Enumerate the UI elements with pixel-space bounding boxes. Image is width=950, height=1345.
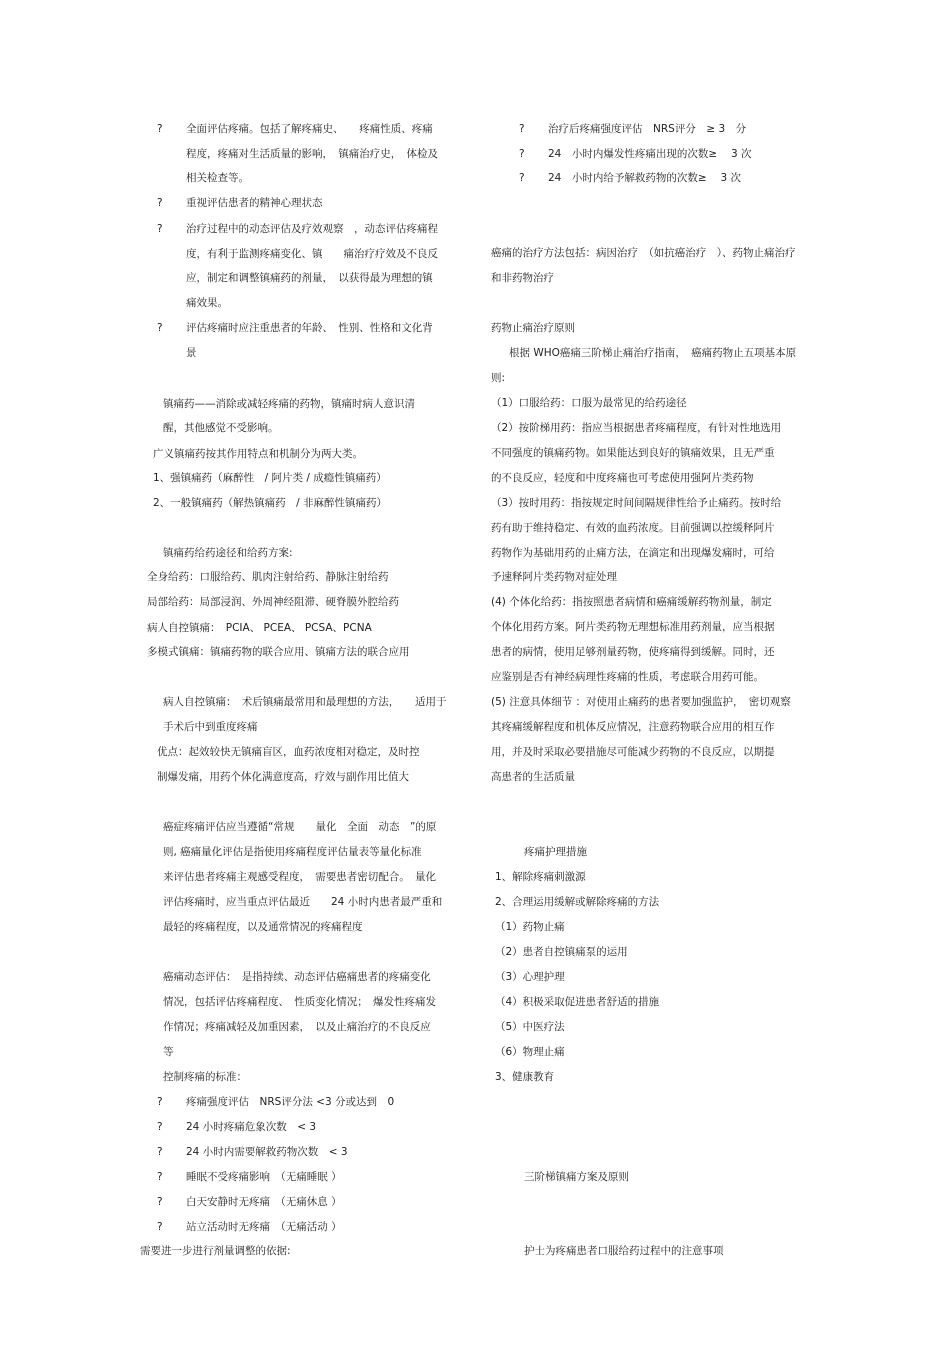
control-item-2: 24 小时疼痛危象次数 < 3 <box>186 1121 317 1133</box>
assess-1-line-3: 相关检查等。 <box>186 172 249 184</box>
oral-notes-title: 护士为疼痛患者口服给药过程中的注意事项 <box>524 1245 724 1257</box>
dose-adjust-heading: 需要进一步进行剂量调整的依据: <box>140 1245 291 1257</box>
principle-line-16: 其疼痛缓解程度和机体反应情况，注意药物联合应用的相互作 <box>491 721 775 733</box>
control-title: 控制疼痛的标准： <box>163 1071 247 1083</box>
nursing-item-3: （1）药物止痛 <box>495 921 565 933</box>
pca-line-2: 手术后中到重度疼痛 <box>163 721 258 733</box>
nursing-item-2: 2、合理运用缓解或解除疼痛的方法 <box>495 896 660 908</box>
bullet-marker: ? <box>519 172 525 184</box>
control-item-5: 白天安静时无疼痛 （无痛休息 ） <box>186 1196 342 1208</box>
analgesic-def-line-2: 醒，其他感觉不受影响。 <box>163 422 279 434</box>
bullet-marker: ? <box>157 197 163 209</box>
cancer-assess-line-2: 则, 癌痛量化评估是指使用疼痛程度评估量表等量化标准 <box>163 846 422 858</box>
reassess-item-3: 24 小时内给予解救药物的次数≥ 3 次 <box>548 172 742 184</box>
three-step-title: 三阶梯镇痛方案及原则 <box>524 1171 629 1183</box>
assess-3-line-4: 痛效果。 <box>186 297 228 309</box>
nursing-item-1: 1、解除疼痛刺激源 <box>495 871 586 883</box>
route-multimodal: 多模式镇痛：镇痛药物的联合应用、镇痛方法的联合应用 <box>147 646 410 658</box>
reassess-item-1: 治疗后疼痛强度评估 NRS评分 ≥ 3 分 <box>548 123 747 135</box>
principle-line-4: （2）按阶梯用药：指应当根据患者疼痛程度，有针对性地选用 <box>491 422 782 434</box>
reassess-item-2: 24 小时内爆发性疼痛出现的次数≥ 3 次 <box>548 148 752 160</box>
pca-line-4: 制爆发痛，用药个体化满意度高，疗效与副作用比值大 <box>157 771 409 783</box>
analgesic-def-line-1: 镇痛药——消除或减轻疼痛的药物，镇痛时病人意识清 <box>163 398 415 410</box>
bullet-marker: ? <box>519 148 525 160</box>
bullet-marker: ? <box>157 123 163 135</box>
principle-line-3: （1）口服给药：口服为最常见的给药途径 <box>491 397 687 409</box>
classify-intro: 广义镇痛药按其作用特点和机制分为两大类。 <box>153 448 363 460</box>
route-systemic: 全身给药：口服给药、肌肉注射给药、静脉注射给药 <box>147 571 389 583</box>
bullet-marker: ? <box>157 1096 163 1108</box>
dynamic-line-2: 情况，包括评估疼痛程度、 性质变化情况； 爆发性疼痛发 <box>163 996 436 1008</box>
principle-line-18: 高患者的生活质量 <box>491 771 575 783</box>
control-item-6: 站立活动时无疼痛 （无痛活动 ） <box>186 1221 342 1233</box>
principle-line-1: 根据 WHO癌痛三阶梯止痛治疗指南， 癌痛药物止五项基本原 <box>509 347 797 359</box>
principle-line-13: 患者的病情，使用足够剂量药物，使疼痛得到缓解。同时，还 <box>491 646 775 658</box>
nursing-item-7: （5）中医疗法 <box>495 1021 565 1033</box>
principle-line-14: 应鉴别是否有神经病理性疼痛的性质，考虑联合用药可能。 <box>491 671 764 683</box>
classify-item-1: 1、强镇痛药（麻醉性 / 阿片类 / 成瘾性镇痛药） <box>153 472 387 484</box>
bullet-marker: ? <box>157 1121 163 1133</box>
nursing-item-5: （3）心理护理 <box>495 971 565 983</box>
principle-line-17: 用，并及时采取必要措施尽可能减少药物的不良反应，以期提 <box>491 746 775 758</box>
pca-line-1: 病人自控镇痛： 术后镇痛最常用和最理想的方法， 适用于 <box>163 696 447 708</box>
bullet-marker: ? <box>157 322 163 334</box>
nursing-item-8: （6）物理止痛 <box>495 1046 565 1058</box>
principle-line-10: 予速释阿片类药物对症处理 <box>491 571 617 583</box>
bullet-marker: ? <box>157 223 163 235</box>
principle-line-8: 药有助于维持稳定、有效的血药浓度。目前强调以控缓释阿片 <box>491 522 775 534</box>
route-pca: 病人自控镇痛： PCIA、 PCEA、 PCSA、PCNA <box>147 622 372 634</box>
assess-2-line-1: 重视评估患者的精神心理状态 <box>186 197 323 209</box>
cancer-assess-line-1: 癌症疼痛评估应当遵循“常规 量化 全面 动态 ”的原 <box>163 821 437 833</box>
principle-line-5: 不同强度的镇痛药物。如果能达到良好的镇痛效果，且无严重 <box>491 447 775 459</box>
cancer-assess-line-4: 评估疼痛时，应当重点评估最近 24 小时内患者最严重和 <box>163 896 443 908</box>
bullet-marker: ? <box>157 1146 163 1158</box>
route-title: 镇痛药给药途径和给药方案: <box>163 547 293 559</box>
assess-4-line-2: 景 <box>186 347 197 359</box>
bullet-marker: ? <box>157 1221 163 1233</box>
classify-item-2: 2、一般镇痛药（解热镇痛药 / 非麻醉性镇痛药） <box>153 497 388 509</box>
principle-line-2: 则: <box>491 372 506 384</box>
cancer-assess-line-3: 来评估患者疼痛主观感受程度， 需要患者密切配合。 量化 <box>163 871 436 883</box>
route-local: 局部给药：局部浸润、外周神经阻滞、硬脊膜外腔给药 <box>147 596 399 608</box>
assess-3-line-1: 治疗过程中的动态评估及疗效观察 ，动态评估疼痛程 <box>186 223 438 235</box>
dynamic-line-3: 作情况；疼痛减轻及加重因素， 以及止痛治疗的不良反应 <box>163 1021 431 1033</box>
bullet-marker: ? <box>157 1171 163 1183</box>
nursing-item-6: （4）积极采取促进患者舒适的措施 <box>495 996 660 1008</box>
principle-line-6: 的不良反应，轻度和中度疼痛也可考虑使用强阿片类药物 <box>491 472 754 484</box>
principle-line-11: (4) 个体化给药：指按照患者病情和癌痛缓解药物剂量，制定 <box>491 596 772 608</box>
assess-1-line-1: 全面评估疼痛。包括了解疼痛史、 疼痛性质、疼痛 <box>186 123 433 135</box>
methods-line-1: 癌痛的治疗方法包括：病因治疗 （如抗癌治疗 ）、药物止痛治疗 <box>491 247 796 259</box>
principle-line-15: (5) 注意具体细节 ：对使用止痛药的患者要加强监护， 密切观察 <box>491 696 791 708</box>
principle-line-7: （3）按时用药：指按规定时间间隔规律性给予止痛药。按时给 <box>491 497 782 509</box>
dynamic-line-4: 等 <box>163 1046 174 1058</box>
principle-title: 药物止痛治疗原则 <box>491 322 575 334</box>
control-item-4: 睡眠不受疼痛影响 （无痛睡眠 ） <box>186 1171 342 1183</box>
principle-line-9: 药物作为基础用药的止痛方法，在滴定和出现爆发痛时，可给 <box>491 547 775 559</box>
assess-1-line-2: 程度，疼痛对生活质量的影响， 镇痛治疗史， 体检及 <box>186 148 438 160</box>
bullet-marker: ? <box>519 123 525 135</box>
dynamic-line-1: 癌痛动态评估： 是指持续、动态评估癌痛患者的疼痛变化 <box>163 971 431 983</box>
control-item-3: 24 小时内需要解救药物次数 < 3 <box>186 1146 348 1158</box>
assess-3-line-2: 度，有利于监测疼痛变化、镇 痛治疗疗效及不良反 <box>186 248 438 260</box>
assess-3-line-3: 应，制定和调整镇痛药的剂量， 以获得最为理想的镇 <box>186 272 433 284</box>
cancer-assess-line-5: 最轻的疼痛程度，以及通常情况的疼痛程度 <box>163 921 363 933</box>
pca-line-3: 优点：起效较快无镇痛盲区，血药浓度相对稳定，及时控 <box>157 746 420 758</box>
bullet-marker: ? <box>157 1196 163 1208</box>
nursing-item-4: （2）患者自控镇痛泵的运用 <box>495 946 628 958</box>
methods-line-2: 和非药物治疗 <box>491 272 554 284</box>
control-item-1: 疼痛强度评估 NRS评分法 <3 分或达到 0 <box>186 1096 395 1108</box>
principle-line-12: 个体化用药方案。阿片类药物无理想标准用药剂量，应当根据 <box>491 621 775 633</box>
assess-4-line-1: 评估疼痛时应注重患者的年龄、 性别、性格和文化背 <box>186 322 433 334</box>
nursing-title: 疼痛护理措施 <box>524 846 587 858</box>
nursing-item-9: 3、健康教育 <box>495 1071 555 1083</box>
